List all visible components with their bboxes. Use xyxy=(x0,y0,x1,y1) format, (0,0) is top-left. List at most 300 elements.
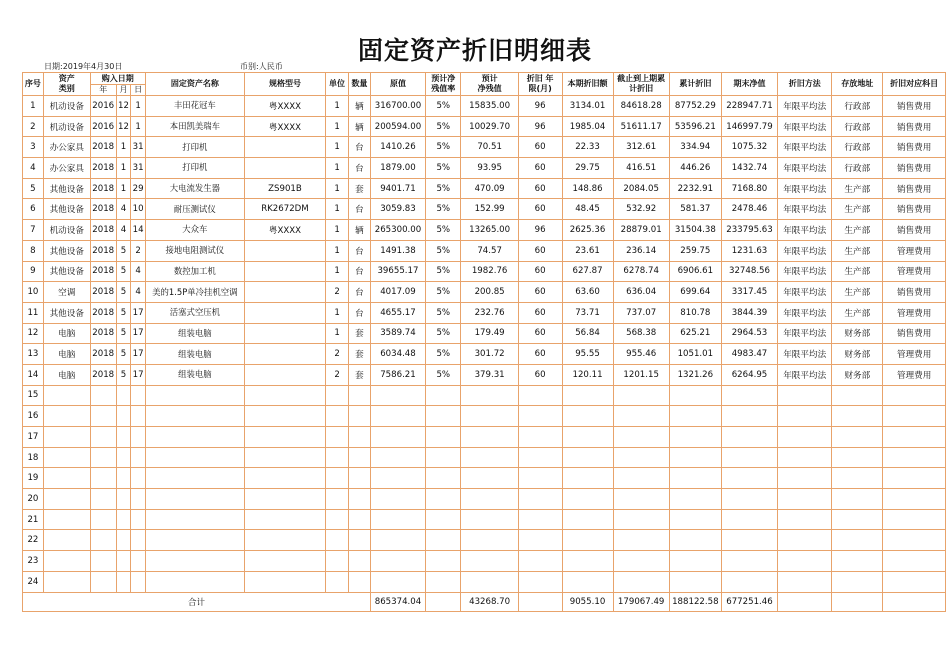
cell-year: 2018 xyxy=(90,199,116,220)
table-row-empty xyxy=(23,509,946,530)
cell-salvage-value: 10029.70 xyxy=(461,116,518,137)
cell-empty xyxy=(90,509,116,530)
cell-original-value: 265300.00 xyxy=(370,220,425,241)
cell-accum-dep: 334.94 xyxy=(669,137,721,158)
cell-salvage-value: 13265.00 xyxy=(461,220,518,241)
total-salvage-value: 43268.70 xyxy=(461,592,518,611)
cell-category: 电脑 xyxy=(43,323,90,344)
cell-account: 销售费用 xyxy=(883,96,946,117)
cell-life: 60 xyxy=(518,158,562,179)
cell-year: 2016 xyxy=(90,116,116,137)
cell-seq: 6 xyxy=(23,199,44,220)
cell-empty xyxy=(244,551,325,572)
cell-current-dep: 1985.04 xyxy=(562,116,613,137)
cell-category: 机动设备 xyxy=(43,116,90,137)
cell-empty xyxy=(613,530,669,551)
cell-empty xyxy=(562,509,613,530)
cell-empty xyxy=(518,447,562,468)
cell-empty xyxy=(613,489,669,510)
cell-current-dep: 148.86 xyxy=(562,178,613,199)
cell-life: 60 xyxy=(518,240,562,261)
report-date: 日期:2019年4月30日 xyxy=(44,62,123,71)
cell-empty xyxy=(426,551,461,572)
totals-row xyxy=(23,592,946,611)
cell-current-dep: 120.11 xyxy=(562,364,613,385)
cell-life: 60 xyxy=(518,302,562,323)
cell-original-value: 7586.21 xyxy=(370,364,425,385)
cell-empty xyxy=(145,551,244,572)
cell-empty xyxy=(518,571,562,592)
cell-prior-accum: 2084.05 xyxy=(613,178,669,199)
total-original-value: 865374.04 xyxy=(370,592,425,611)
cell-seq: 3 xyxy=(23,137,44,158)
cell-method: 年限平均法 xyxy=(778,116,832,137)
table-row xyxy=(23,364,946,385)
cell-empty xyxy=(90,447,116,468)
cell-accum-dep: 581.37 xyxy=(669,199,721,220)
cell-month: 5 xyxy=(116,323,131,344)
cell-empty xyxy=(370,385,425,406)
table-row-empty xyxy=(23,530,946,551)
cell-seq: 19 xyxy=(23,468,44,489)
cell-life: 96 xyxy=(518,116,562,137)
cell-empty xyxy=(131,427,146,448)
cell-seq: 12 xyxy=(23,323,44,344)
cell-empty xyxy=(883,406,946,427)
cell-empty xyxy=(832,468,883,489)
cell-empty xyxy=(370,406,425,427)
cell-month: 1 xyxy=(116,158,131,179)
cell-empty xyxy=(883,509,946,530)
cell-seq: 7 xyxy=(23,220,44,241)
cell-net-value: 6264.95 xyxy=(721,364,777,385)
cell-empty xyxy=(349,551,371,572)
cell-day: 10 xyxy=(131,199,146,220)
cell-unit: 台 xyxy=(349,137,371,158)
cell-unit: 套 xyxy=(349,364,371,385)
cell-empty xyxy=(669,447,721,468)
cell-method: 年限平均法 xyxy=(778,323,832,344)
cell-accum-dep: 1051.01 xyxy=(669,344,721,365)
cell-empty xyxy=(116,406,131,427)
cell-location: 生产部 xyxy=(832,282,883,303)
cell-empty xyxy=(349,427,371,448)
cell-year: 2018 xyxy=(90,178,116,199)
cell-salvage-rate: 5% xyxy=(426,199,461,220)
cell-seq: 18 xyxy=(23,447,44,468)
cell-life: 60 xyxy=(518,282,562,303)
cell-empty xyxy=(778,551,832,572)
cell-year: 2018 xyxy=(90,220,116,241)
cell-unit: 辆 xyxy=(349,116,371,137)
cell-prior-accum: 636.04 xyxy=(613,282,669,303)
cell-empty xyxy=(721,385,777,406)
cell-seq: 22 xyxy=(23,530,44,551)
cell-empty xyxy=(669,509,721,530)
cell-model: 粤XXXX xyxy=(244,96,325,117)
cell-accum-dep: 6906.61 xyxy=(669,261,721,282)
cell-prior-accum: 312.61 xyxy=(613,137,669,158)
cell-empty xyxy=(883,592,946,611)
cell-empty xyxy=(145,385,244,406)
cell-seq: 4 xyxy=(23,158,44,179)
cell-empty xyxy=(43,489,90,510)
table-row xyxy=(23,116,946,137)
cell-prior-accum: 532.92 xyxy=(613,199,669,220)
cell-method: 年限平均法 xyxy=(778,158,832,179)
total-accum-dep: 188122.58 xyxy=(669,592,721,611)
cell-empty xyxy=(43,509,90,530)
cell-model xyxy=(244,344,325,365)
cell-accum-dep: 87752.29 xyxy=(669,96,721,117)
cell-qty: 1 xyxy=(326,302,349,323)
cell-empty xyxy=(721,489,777,510)
cell-net-value: 2964.53 xyxy=(721,323,777,344)
cell-empty xyxy=(116,509,131,530)
cell-salvage-value: 301.72 xyxy=(461,344,518,365)
cell-empty xyxy=(426,530,461,551)
header-method: 折旧方法 xyxy=(778,73,832,96)
cell-empty xyxy=(326,406,349,427)
cell-original-value: 3589.74 xyxy=(370,323,425,344)
cell-location: 行政部 xyxy=(832,116,883,137)
currency-label: 币别:人民币 xyxy=(240,62,283,71)
cell-empty xyxy=(370,530,425,551)
cell-asset-name: 接地电阻测试仪 xyxy=(145,240,244,261)
cell-method: 年限平均法 xyxy=(778,199,832,220)
cell-empty xyxy=(326,385,349,406)
cell-empty xyxy=(244,571,325,592)
cell-empty xyxy=(90,406,116,427)
header-asset-name: 固定资产名称 xyxy=(145,73,244,96)
cell-model: ZS901B xyxy=(244,178,325,199)
cell-empty xyxy=(883,489,946,510)
cell-location: 行政部 xyxy=(832,158,883,179)
table-row xyxy=(23,282,946,303)
cell-salvage-rate: 5% xyxy=(426,178,461,199)
cell-location: 财务部 xyxy=(832,323,883,344)
cell-empty xyxy=(349,468,371,489)
cell-empty xyxy=(562,406,613,427)
cell-empty xyxy=(326,530,349,551)
cell-empty xyxy=(461,468,518,489)
cell-category: 电脑 xyxy=(43,344,90,365)
cell-empty xyxy=(349,530,371,551)
cell-empty xyxy=(883,551,946,572)
cell-category: 其他设备 xyxy=(43,240,90,261)
cell-account: 销售费用 xyxy=(883,158,946,179)
cell-accum-dep: 31504.38 xyxy=(669,220,721,241)
cell-current-dep: 3134.01 xyxy=(562,96,613,117)
cell-empty xyxy=(131,530,146,551)
cell-empty xyxy=(562,551,613,572)
cell-seq: 13 xyxy=(23,344,44,365)
cell-empty xyxy=(461,571,518,592)
cell-unit: 辆 xyxy=(349,220,371,241)
cell-salvage-value: 152.99 xyxy=(461,199,518,220)
cell-net-value: 7168.80 xyxy=(721,178,777,199)
cell-empty xyxy=(613,571,669,592)
cell-current-dep: 56.84 xyxy=(562,323,613,344)
cell-year: 2018 xyxy=(90,302,116,323)
table-row-empty xyxy=(23,571,946,592)
cell-asset-name: 大电流发生器 xyxy=(145,178,244,199)
cell-location: 生产部 xyxy=(832,261,883,282)
cell-account: 管理费用 xyxy=(883,240,946,261)
cell-original-value: 1491.38 xyxy=(370,240,425,261)
cell-seq: 9 xyxy=(23,261,44,282)
cell-empty xyxy=(145,468,244,489)
cell-asset-name: 组装电脑 xyxy=(145,364,244,385)
cell-asset-name: 丰田花冠车 xyxy=(145,96,244,117)
cell-unit: 台 xyxy=(349,240,371,261)
header-day: 日 xyxy=(131,85,146,96)
cell-empty xyxy=(778,592,832,611)
cell-empty xyxy=(832,447,883,468)
cell-accum-dep: 810.78 xyxy=(669,302,721,323)
cell-empty xyxy=(461,530,518,551)
cell-account: 销售费用 xyxy=(883,178,946,199)
table-row-empty xyxy=(23,406,946,427)
cell-category: 其他设备 xyxy=(43,302,90,323)
cell-empty xyxy=(832,427,883,448)
cell-prior-accum: 1201.15 xyxy=(613,364,669,385)
cell-empty xyxy=(90,427,116,448)
cell-location: 行政部 xyxy=(832,96,883,117)
cell-salvage-rate: 5% xyxy=(426,282,461,303)
cell-qty: 2 xyxy=(326,282,349,303)
cell-empty xyxy=(518,427,562,448)
cell-empty xyxy=(669,406,721,427)
cell-original-value: 200594.00 xyxy=(370,116,425,137)
cell-day: 1 xyxy=(131,96,146,117)
cell-empty xyxy=(461,406,518,427)
cell-location: 生产部 xyxy=(832,178,883,199)
cell-net-value: 146997.79 xyxy=(721,116,777,137)
cell-empty xyxy=(131,406,146,427)
cell-empty xyxy=(721,406,777,427)
cell-prior-accum: 28879.01 xyxy=(613,220,669,241)
cell-month: 12 xyxy=(116,116,131,137)
cell-empty xyxy=(562,530,613,551)
cell-empty xyxy=(669,571,721,592)
cell-empty xyxy=(426,385,461,406)
cell-salvage-rate: 5% xyxy=(426,240,461,261)
cell-empty xyxy=(832,530,883,551)
cell-unit: 辆 xyxy=(349,96,371,117)
cell-method: 年限平均法 xyxy=(778,364,832,385)
cell-category: 其他设备 xyxy=(43,178,90,199)
cell-category: 办公家具 xyxy=(43,137,90,158)
cell-year: 2018 xyxy=(90,282,116,303)
cell-empty xyxy=(244,447,325,468)
cell-account: 管理费用 xyxy=(883,261,946,282)
cell-empty xyxy=(90,489,116,510)
cell-location: 财务部 xyxy=(832,364,883,385)
header-account: 折旧对应科目 xyxy=(883,73,946,96)
cell-seq: 23 xyxy=(23,551,44,572)
cell-seq: 16 xyxy=(23,406,44,427)
cell-empty xyxy=(518,551,562,572)
cell-empty xyxy=(721,551,777,572)
table-row xyxy=(23,220,946,241)
cell-method: 年限平均法 xyxy=(778,261,832,282)
cell-empty xyxy=(116,447,131,468)
cell-current-dep: 63.60 xyxy=(562,282,613,303)
cell-model: RK2672DM xyxy=(244,199,325,220)
cell-prior-accum: 955.46 xyxy=(613,344,669,365)
header-location: 存放地址 xyxy=(832,73,883,96)
cell-current-dep: 95.55 xyxy=(562,344,613,365)
cell-empty xyxy=(669,530,721,551)
cell-empty xyxy=(721,571,777,592)
cell-original-value: 6034.48 xyxy=(370,344,425,365)
cell-seq: 8 xyxy=(23,240,44,261)
cell-current-dep: 22.33 xyxy=(562,137,613,158)
cell-qty: 1 xyxy=(326,199,349,220)
cell-empty xyxy=(832,592,883,611)
cell-net-value: 32748.56 xyxy=(721,261,777,282)
cell-day: 17 xyxy=(131,364,146,385)
cell-empty xyxy=(370,571,425,592)
cell-empty xyxy=(326,489,349,510)
cell-empty xyxy=(326,551,349,572)
cell-day: 1 xyxy=(131,116,146,137)
table-row-empty xyxy=(23,427,946,448)
cell-empty xyxy=(131,385,146,406)
cell-empty xyxy=(244,509,325,530)
table-row xyxy=(23,344,946,365)
cell-year: 2018 xyxy=(90,158,116,179)
page-title: 固定资产折旧明细表 xyxy=(357,36,592,65)
cell-empty xyxy=(669,385,721,406)
cell-seq: 1 xyxy=(23,96,44,117)
cell-empty xyxy=(778,385,832,406)
cell-model xyxy=(244,137,325,158)
cell-empty xyxy=(426,468,461,489)
cell-qty: 1 xyxy=(326,178,349,199)
cell-empty xyxy=(562,447,613,468)
cell-category: 电脑 xyxy=(43,364,90,385)
cell-seq: 21 xyxy=(23,509,44,530)
total-prior-accum: 179067.49 xyxy=(613,592,669,611)
cell-empty xyxy=(426,509,461,530)
cell-salvage-rate: 5% xyxy=(426,220,461,241)
cell-model xyxy=(244,282,325,303)
header-net-value: 期末净值 xyxy=(721,73,777,96)
cell-empty xyxy=(461,489,518,510)
cell-empty xyxy=(832,551,883,572)
cell-accum-dep: 446.26 xyxy=(669,158,721,179)
cell-empty xyxy=(721,427,777,448)
cell-empty xyxy=(370,447,425,468)
cell-empty xyxy=(518,489,562,510)
cell-category: 办公家具 xyxy=(43,158,90,179)
cell-empty xyxy=(613,385,669,406)
cell-month: 4 xyxy=(116,199,131,220)
cell-asset-name: 活塞式空压机 xyxy=(145,302,244,323)
cell-location: 生产部 xyxy=(832,302,883,323)
cell-empty xyxy=(883,530,946,551)
cell-empty xyxy=(244,530,325,551)
cell-empty xyxy=(116,530,131,551)
cell-asset-name: 本田凯美瑞车 xyxy=(145,116,244,137)
cell-empty xyxy=(778,427,832,448)
cell-category: 机动设备 xyxy=(43,96,90,117)
cell-salvage-value: 200.85 xyxy=(461,282,518,303)
cell-empty xyxy=(562,385,613,406)
cell-qty: 1 xyxy=(326,116,349,137)
cell-empty xyxy=(778,489,832,510)
cell-salvage-value: 470.09 xyxy=(461,178,518,199)
cell-empty xyxy=(131,447,146,468)
header-original-value: 原值 xyxy=(370,73,425,96)
cell-net-value: 3317.45 xyxy=(721,282,777,303)
cell-month: 5 xyxy=(116,344,131,365)
header-purchase-date: 购入日期 xyxy=(90,73,145,85)
cell-empty xyxy=(244,427,325,448)
cell-empty xyxy=(349,571,371,592)
cell-empty xyxy=(883,468,946,489)
cell-account: 管理费用 xyxy=(883,344,946,365)
cell-empty xyxy=(43,530,90,551)
cell-empty xyxy=(43,385,90,406)
cell-qty: 1 xyxy=(326,323,349,344)
cell-empty xyxy=(370,489,425,510)
cell-empty xyxy=(778,447,832,468)
header-year: 年 xyxy=(90,85,116,96)
cell-model xyxy=(244,261,325,282)
cell-empty xyxy=(518,468,562,489)
cell-month: 1 xyxy=(116,137,131,158)
cell-salvage-rate: 5% xyxy=(426,261,461,282)
cell-empty xyxy=(145,530,244,551)
cell-empty xyxy=(669,489,721,510)
cell-empty xyxy=(90,530,116,551)
cell-qty: 1 xyxy=(326,261,349,282)
cell-qty: 2 xyxy=(326,344,349,365)
cell-year: 2018 xyxy=(90,364,116,385)
cell-empty xyxy=(326,509,349,530)
cell-month: 5 xyxy=(116,364,131,385)
cell-empty xyxy=(131,509,146,530)
cell-current-dep: 627.87 xyxy=(562,261,613,282)
cell-asset-name: 数控加工机 xyxy=(145,261,244,282)
cell-net-value: 3844.39 xyxy=(721,302,777,323)
cell-category: 空调 xyxy=(43,282,90,303)
cell-category: 其他设备 xyxy=(43,261,90,282)
cell-day: 31 xyxy=(131,137,146,158)
header-accum-dep: 累计折旧 xyxy=(669,73,721,96)
cell-salvage-rate: 5% xyxy=(426,137,461,158)
cell-empty xyxy=(613,447,669,468)
cell-empty xyxy=(43,571,90,592)
cell-empty xyxy=(518,530,562,551)
cell-salvage-value: 93.95 xyxy=(461,158,518,179)
cell-empty xyxy=(145,427,244,448)
table-row-empty xyxy=(23,385,946,406)
cell-seq: 15 xyxy=(23,385,44,406)
header-life: 折旧 年 限(月) xyxy=(518,73,562,96)
cell-model: 粤XXXX xyxy=(244,116,325,137)
cell-empty xyxy=(349,406,371,427)
cell-qty: 1 xyxy=(326,240,349,261)
cell-day: 17 xyxy=(131,323,146,344)
cell-accum-dep: 2232.91 xyxy=(669,178,721,199)
cell-empty xyxy=(721,447,777,468)
cell-empty xyxy=(43,551,90,572)
cell-unit: 套 xyxy=(349,344,371,365)
